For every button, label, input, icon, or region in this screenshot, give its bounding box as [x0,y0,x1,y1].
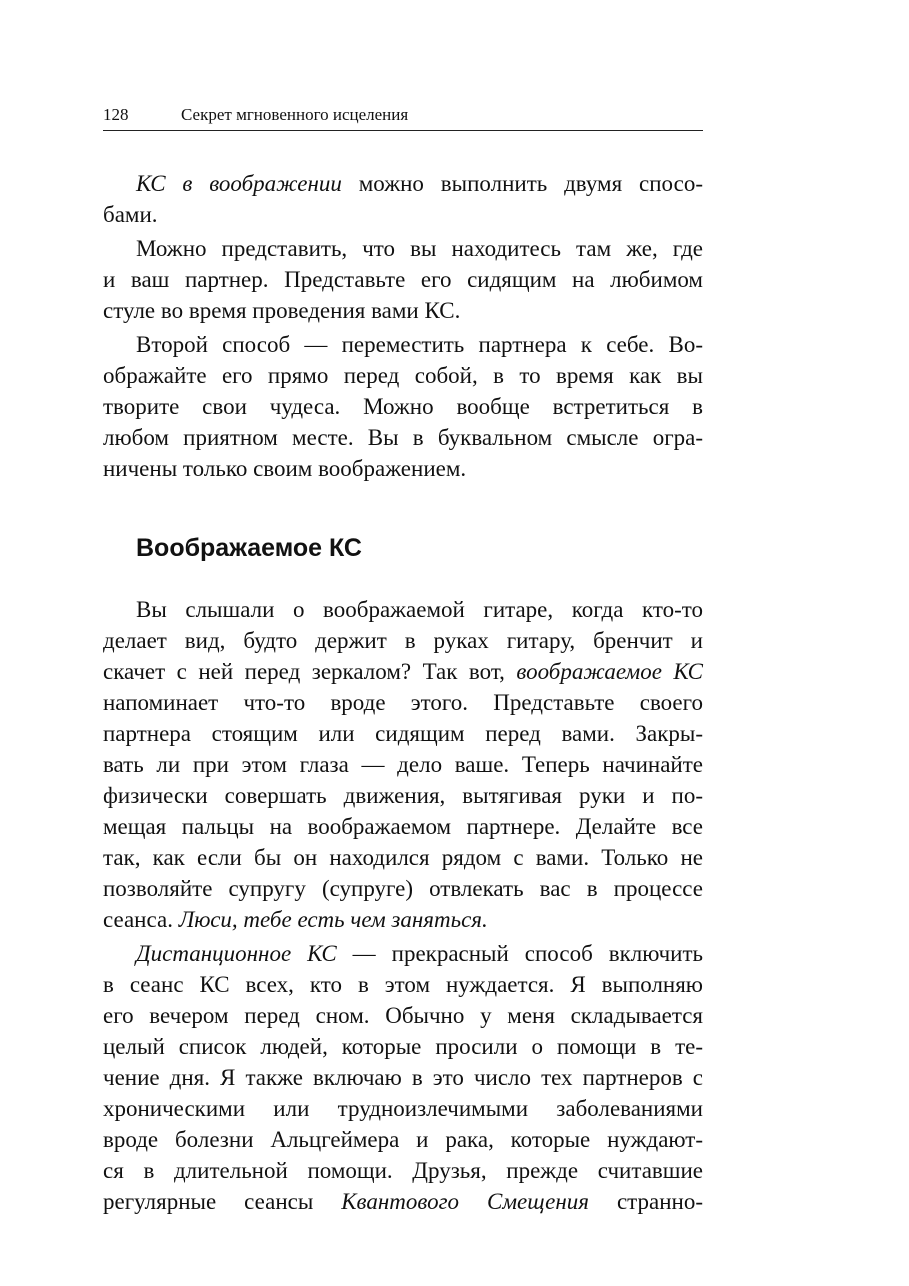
italic-term: Квантового Смещения [341,1189,589,1214]
italic-term: воображаемое КС [516,659,703,684]
text-line: чение дня. Я также включаю в это число тех партнеров с [103,1065,703,1090]
paragraph [103,168,703,230]
text-line: бами. [103,202,158,227]
text-line: партнера стоящим или сидящим перед вами. Закры- [103,721,703,746]
text-line: ображайте его прямо перед собой, в то время как вы [103,363,703,388]
text-span: сеанса. [103,907,179,932]
paragraph [103,938,703,1217]
book-page [103,100,703,1217]
text-line: Второй способ — переместить партнера к себе. Во- [136,332,703,357]
text-line: и ваш партнер. Представьте его сидящим на любимом [103,267,703,292]
text-line: вать ли при этом глаза — дело ваше. Теперь начинайте [103,752,703,777]
text-line: ничены только своим воображением. [103,456,467,481]
text-line: Можно представить, что вы находитесь там же, где [136,236,703,261]
italic-phrase: Люси, тебе есть чем заняться. [178,907,488,932]
text-line: стуле во время проведения вами КС. [103,298,461,323]
page-number: 128 [103,105,129,124]
text-span: можно выполнить двумя спосо- [341,171,703,196]
text-line [103,168,703,199]
italic-term: Дистанционное КС [136,941,337,966]
section-heading: Воображаемое КС [136,534,362,562]
text-span: регулярные сеансы [103,1189,342,1214]
text-line: в сеанс КС всех, кто в этом нуждается. Я выполняю [103,972,703,997]
text-line [103,656,703,687]
text-line [103,1186,703,1217]
text-line: творите свои чудеса. Можно вообще встретиться в [103,394,703,419]
text-line: напоминает что-то вроде этого. Представьте своего [103,690,703,715]
text-line: любом приятном месте. Вы в буквальном смысле огра- [103,425,703,450]
paragraph [103,233,703,326]
text-line: Вы слышали о воображаемой гитаре, когда кто-то [136,597,703,622]
text-span: — прекрасный способ включить [336,941,703,966]
book-title: Секрет мгновенного исцеления [181,105,409,124]
text-span: скачет с ней перед зеркалом? Так вот, [103,659,517,684]
text-line [103,904,703,935]
italic-term: КС в воображении [136,171,342,196]
text-line: позволяйте супругу (супруге) отвлекать вас в процессе [103,876,703,901]
paragraph [103,594,703,935]
text-line: физически совершать движения, вытягивая руки и по- [103,783,703,808]
text-line: его вечером перед сном. Обычно у меня складывается [103,1003,703,1028]
page-body [103,168,703,1217]
text-line: целый список людей, которые просили о помощи в те- [103,1034,703,1059]
paragraph [103,329,703,484]
text-line: делает вид, будто держит в руках гитару, бренчит и [103,628,703,653]
text-line: мещая пальцы на воображаемом партнере. Делайте все [103,814,703,839]
text-span: странно- [589,1189,703,1214]
text-line: вроде болезни Альцгеймера и рака, которые нуждают- [103,1127,703,1152]
text-line: хроническими или трудноизлечимыми заболеваниями [103,1096,703,1121]
running-header [103,100,703,131]
text-line: так, как если бы он находился рядом с вами. Только не [103,845,703,870]
text-line: ся в длительной помощи. Друзья, прежде считавшие [103,1158,703,1183]
text-line [103,938,703,969]
